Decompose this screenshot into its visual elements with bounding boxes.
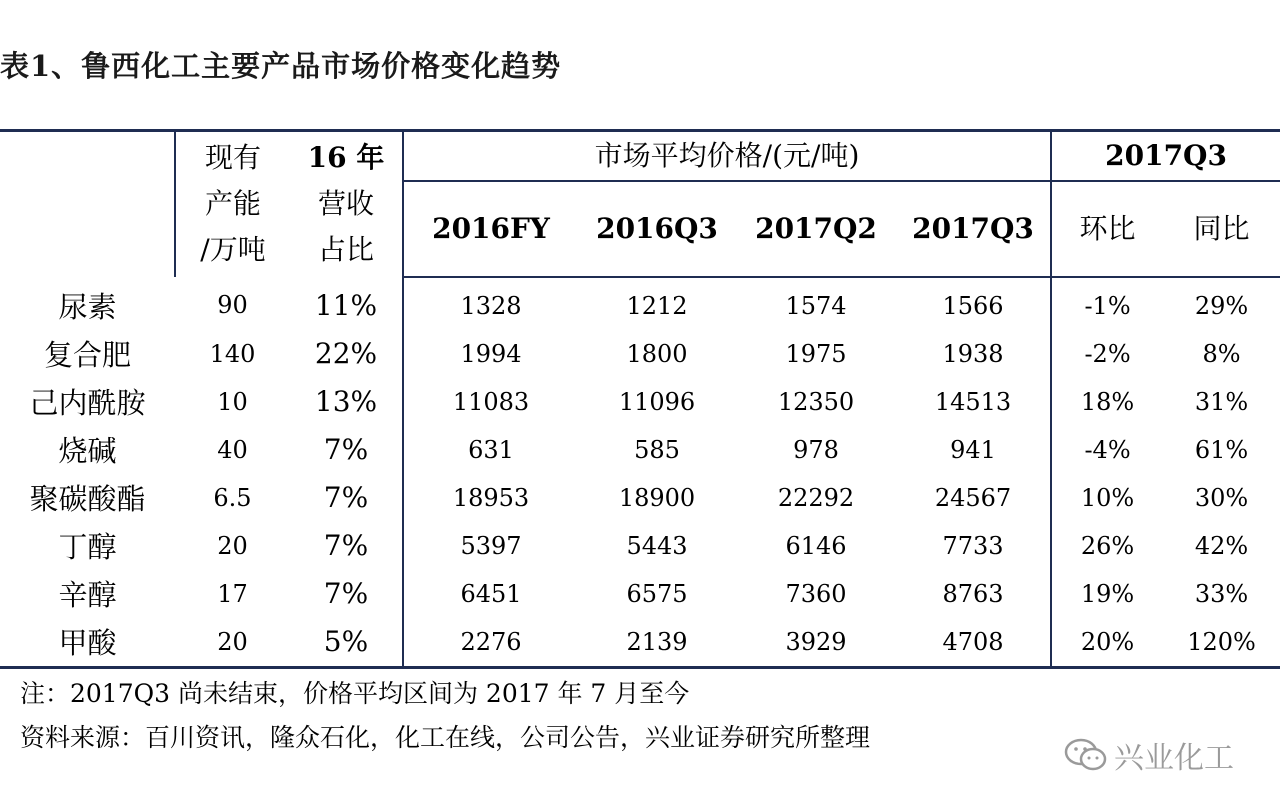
cell-p2016fy: 1328	[460, 291, 522, 320]
cell-capacity: 140	[209, 339, 256, 368]
cell-yoy: 30%	[1194, 483, 1249, 512]
cell-p2016q3: 5443	[626, 531, 688, 560]
table-row	[0, 378, 1280, 426]
cell-capacity: 10	[217, 387, 248, 416]
cell-p2017q2: 1574	[785, 291, 847, 320]
cell-capacity: 90	[217, 291, 248, 319]
table-row	[0, 618, 1280, 668]
cell-share: 13%	[290, 378, 403, 426]
cell-p2017q2: 3929	[785, 627, 847, 656]
cell-p2016fy: 5397	[460, 531, 522, 560]
cell-share: 22%	[290, 330, 403, 378]
table-row	[0, 474, 1280, 522]
header-qoq: 环比	[1051, 181, 1163, 277]
cell-qoq: 18%	[1080, 387, 1135, 416]
cell-yoy: 31%	[1194, 387, 1249, 416]
table-row	[0, 277, 1280, 330]
table-row	[0, 426, 1280, 474]
cell-name: 甲酸	[58, 626, 117, 660]
cell-p2017q3: 7733	[896, 522, 1051, 570]
notes	[20, 672, 870, 760]
table-row	[0, 522, 1280, 570]
price-table	[0, 129, 1280, 669]
cell-p2016q3: 6575	[626, 579, 688, 608]
cell-p2017q3: 941	[896, 426, 1051, 474]
cell-p2017q2: 12350	[777, 387, 855, 416]
cell-p2016q3: 1212	[626, 291, 688, 320]
header-period-2016q3: 2016Q3	[578, 181, 736, 277]
cell-yoy: 29%	[1194, 291, 1249, 320]
cell-name: 聚碳酸酯	[29, 482, 146, 516]
table-body	[0, 277, 1280, 668]
cell-share: 7%	[290, 570, 403, 618]
header-period-2016fy: 2016FY	[403, 181, 578, 277]
cell-p2017q2: 22292	[777, 483, 855, 512]
cell-capacity: 40	[217, 435, 248, 464]
cell-yoy: 61%	[1194, 435, 1249, 464]
cell-p2017q3: 1938	[896, 330, 1051, 378]
cell-name: 丁醇	[58, 530, 117, 564]
header-market-price: 市场平均价格/(元/吨)	[403, 131, 1051, 181]
cell-name: 辛醇	[58, 578, 117, 612]
cell-p2016q3: 18900	[618, 483, 696, 512]
cell-p2016fy: 1994	[460, 339, 522, 368]
watermark	[1064, 733, 1234, 777]
header-period-2017q2: 2017Q2	[736, 181, 896, 277]
note-text: 注：2017Q3 尚未结束，价格平均区间为 2017 年 7 月至今	[20, 679, 690, 708]
cell-capacity: 17	[217, 579, 248, 608]
cell-p2016fy: 2276	[460, 627, 522, 656]
cell-name: 己内酰胺	[29, 386, 146, 420]
cell-p2017q2: 1975	[785, 339, 847, 368]
cell-p2016fy: 631	[468, 435, 514, 464]
wechat-icon	[1064, 738, 1108, 772]
table-row	[0, 330, 1280, 378]
cell-qoq: 20%	[1080, 627, 1135, 656]
source-text: 资料来源：百川资讯，隆众石化，化工在线，公司公告，兴业证券研究所整理	[20, 723, 871, 752]
table-title: 表1、鲁西化工主要产品市场价格变化趋势	[0, 49, 562, 83]
watermark-text: 兴业化工	[1114, 741, 1234, 776]
header-capacity: 现有 产能 /万吨	[200, 141, 266, 267]
cell-p2016fy: 11083	[452, 387, 530, 416]
cell-capacity: 6.5	[213, 483, 252, 512]
cell-p2016q3: 11096	[618, 387, 696, 416]
table-row	[0, 570, 1280, 618]
cell-qoq: 26%	[1080, 531, 1135, 560]
cell-p2017q3: 8763	[896, 570, 1051, 618]
header-revenue-share: 16 年 营收 占比	[290, 131, 403, 277]
cell-share: 7%	[290, 522, 403, 570]
cell-yoy: 8%	[1202, 339, 1241, 368]
cell-p2016q3: 585	[634, 435, 680, 464]
cell-qoq: -1%	[1084, 291, 1131, 320]
cell-p2017q3: 24567	[896, 474, 1051, 522]
cell-p2016fy: 6451	[460, 579, 522, 608]
cell-p2017q2: 6146	[785, 531, 847, 560]
header-yoy: 同比	[1163, 181, 1280, 277]
cell-qoq: -4%	[1084, 435, 1131, 464]
cell-share: 11%	[290, 277, 403, 330]
cell-capacity: 20	[217, 627, 248, 656]
cell-name: 烧碱	[58, 434, 117, 468]
cell-name: 尿素	[58, 289, 117, 324]
header-period-2017q3: 2017Q3	[896, 181, 1051, 277]
cell-p2016q3: 2139	[626, 627, 688, 656]
cell-capacity: 20	[217, 531, 248, 560]
cell-share: 5%	[290, 618, 403, 668]
cell-share: 7%	[290, 474, 403, 522]
cell-yoy: 120%	[1187, 627, 1256, 656]
cell-p2016q3: 1800	[626, 339, 688, 368]
header-empty-cell	[0, 131, 175, 277]
cell-p2017q2: 7360	[785, 579, 847, 608]
cell-share: 7%	[290, 426, 403, 474]
cell-p2016fy: 18953	[452, 483, 530, 512]
cell-yoy: 42%	[1194, 531, 1249, 560]
cell-p2017q3: 14513	[896, 378, 1051, 426]
cell-qoq: 10%	[1080, 483, 1135, 512]
cell-name: 复合肥	[43, 338, 131, 372]
cell-p2017q3: 4708	[896, 618, 1051, 668]
cell-qoq: 19%	[1080, 579, 1135, 608]
cell-p2017q3: 1566	[896, 277, 1051, 330]
header-change-group: 2017Q3	[1051, 131, 1280, 181]
cell-yoy: 33%	[1194, 579, 1249, 608]
cell-p2017q2: 978	[793, 435, 839, 464]
cell-qoq: -2%	[1084, 339, 1131, 368]
